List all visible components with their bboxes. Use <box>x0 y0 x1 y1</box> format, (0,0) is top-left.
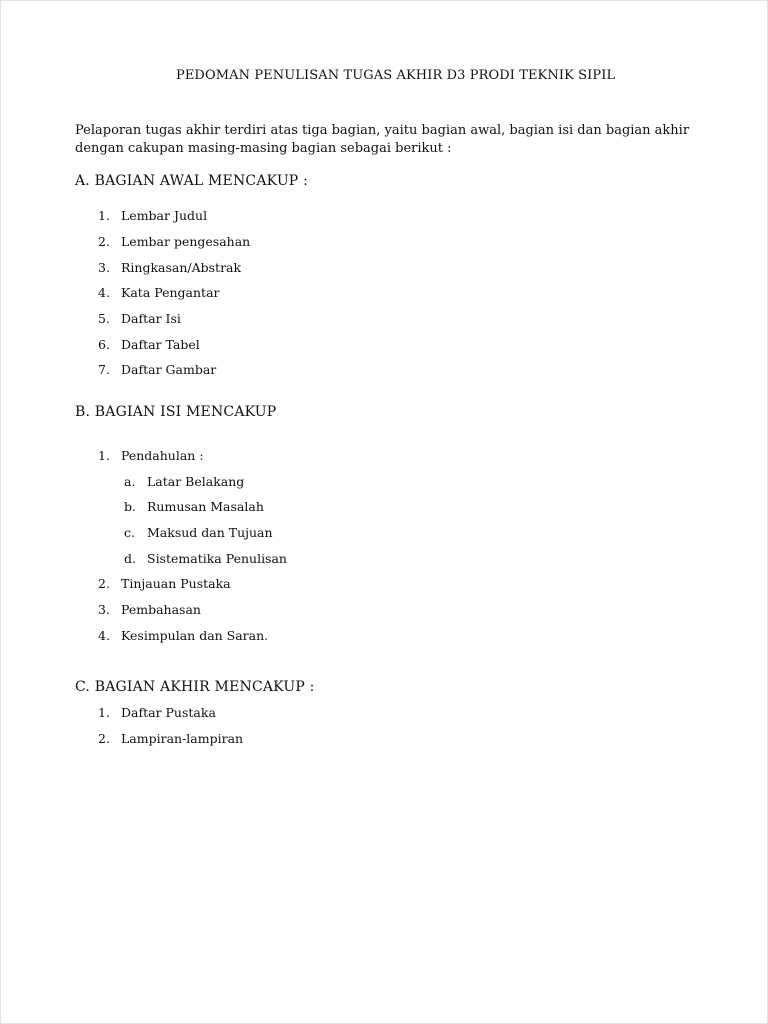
list-text: Daftar Gambar <box>121 362 217 377</box>
list-number: 7. <box>98 362 110 377</box>
list-text: Lampiran-lampiran <box>121 731 244 746</box>
list-text: Lembar pengesahan <box>121 234 251 249</box>
list-number: 3. <box>98 602 110 617</box>
list-number: 3. <box>98 260 110 275</box>
intro-paragraph <box>75 122 715 158</box>
intro-line: Pelaporan tugas akhir terdiri atas tiga bagian, yaitu bagian awal, bagian isi dan bagian akhir <box>75 123 690 138</box>
page-title: PEDOMAN PENULISAN TUGAS AKHIR D3 PRODI TEKNIK SIPIL <box>176 68 616 83</box>
list-number: 4. <box>98 285 110 300</box>
list-letter: b. <box>124 499 136 514</box>
list-text: Pendahulan : <box>121 448 204 463</box>
list-text: Latar Belakang <box>147 474 245 489</box>
list-letter: c. <box>124 525 135 540</box>
list-letter: d. <box>124 551 136 566</box>
section-c-heading: C. BAGIAN AKHIR MENCAKUP : <box>75 679 315 695</box>
list-text: Daftar Isi <box>121 311 181 326</box>
section-b-heading: B. BAGIAN ISI MENCAKUP <box>75 404 277 420</box>
list-text: Pembahasan <box>121 602 201 617</box>
list-number: 1. <box>98 705 110 720</box>
list-number: 2. <box>98 576 110 591</box>
list-number: 1. <box>98 448 110 463</box>
list-text: Kata Pengantar <box>121 285 220 300</box>
list-text: Kesimpulan dan Saran. <box>121 628 269 643</box>
section-a-heading: A. BAGIAN AWAL MENCAKUP : <box>75 173 308 189</box>
list-number: 6. <box>98 337 110 352</box>
list-number: 2. <box>98 731 110 746</box>
list-text: Lembar Judul <box>121 208 208 223</box>
list-number: 4. <box>98 628 110 643</box>
list-text: Daftar Pustaka <box>121 705 216 720</box>
list-text: Ringkasan/Abstrak <box>121 260 242 275</box>
list-number: 5. <box>98 311 110 326</box>
list-text: Maksud dan Tujuan <box>147 525 273 540</box>
list-text: Tinjauan Pustaka <box>121 576 231 591</box>
list-text: Daftar Tabel <box>121 337 200 352</box>
list-number: 2. <box>98 234 110 249</box>
list-text: Sistematika Penulisan <box>147 551 287 566</box>
list-text: Rumusan Masalah <box>147 499 264 514</box>
list-letter: a. <box>124 474 136 489</box>
list-number: 1. <box>98 208 110 223</box>
intro-line: dengan cakupan masing-masing bagian sebagai berikut : <box>75 141 452 156</box>
